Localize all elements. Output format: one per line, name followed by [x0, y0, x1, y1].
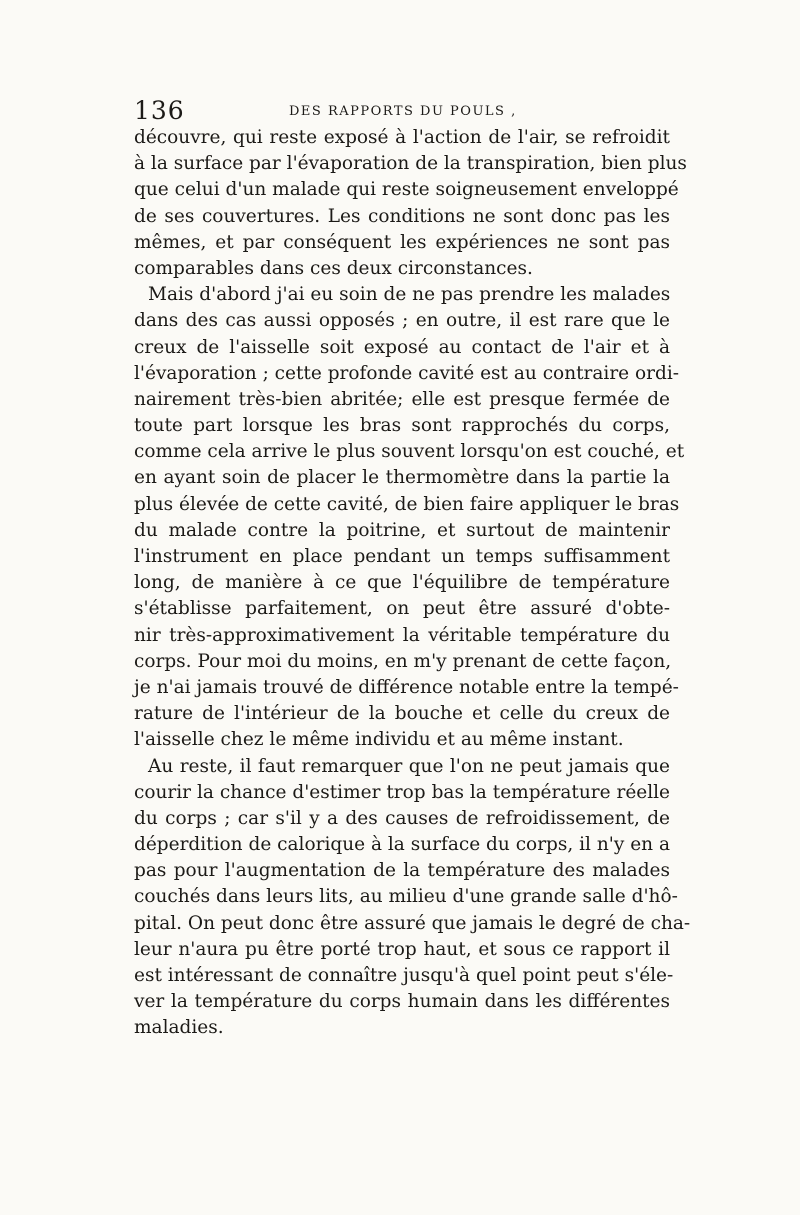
text-line: ver la température du corps humain dans les différentes [134, 991, 670, 1013]
text-line: plus élevée de cette cavité, de bien faire appliquer le bras [134, 493, 680, 515]
page-header [134, 96, 670, 126]
text-line: de ses couvertures. Les conditions ne sont donc pas les [134, 205, 670, 227]
text-line: Au reste, il faut remarquer que l'on ne peut jamais que [148, 755, 670, 777]
text-line: long, de manière à ce que l'équilibre de température [134, 572, 670, 594]
text-line: à la surface par l'évaporation de la transpiration, bien plus [134, 153, 687, 175]
text-line: l'instrument en place pendant un temps suffisamment [134, 546, 670, 567]
text-line: comparables dans ces deux circonstances. [134, 257, 533, 279]
text-line: nairement très-bien abritée; elle est presque fermée de [134, 388, 670, 410]
text-line: maladies. [134, 1017, 224, 1039]
text-line: déperdition de calorique à la surface du corps, il n'y en a [134, 834, 670, 856]
text-line: dans des cas aussi opposés ; en outre, il est rare que le [134, 310, 670, 332]
text-line: couchés dans leurs lits, au milieu d'une grande salle d'hô- [134, 886, 678, 908]
text-line: nir très-approximativement la véritable température du [134, 624, 670, 646]
text-line: comme cela arrive le plus souvent lorsqu'on est couché, et [134, 441, 685, 463]
text-line: l'évaporation ; cette profonde cavité est au contraire ordi- [134, 362, 679, 384]
text-line: mêmes, et par conséquent les expériences ne sont pas [134, 231, 670, 253]
text-line: du corps ; car s'il y a des causes de refroidissement, de [134, 807, 670, 829]
text-line: en ayant soin de placer le thermomètre dans la partie la [134, 467, 670, 489]
page-number: 136 [134, 96, 185, 125]
text-line: je n'ai jamais trouvé de différence notable entre la tempé- [134, 676, 679, 698]
text-line: l'aisselle chez le même individu et au même instant. [134, 729, 624, 751]
text-line: est intéressant de connaître jusqu'à quel point peut s'éle- [134, 965, 674, 986]
body-text [134, 125, 691, 1042]
text-line: du malade contre la poitrine, et surtout de maintenir [134, 519, 670, 541]
running-head: DES RAPPORTS DU POULS , [289, 104, 517, 119]
text-line: rature de l'intérieur de la bouche et celle du creux de [134, 703, 670, 725]
text-line: courir la chance d'estimer trop bas la température réelle [134, 781, 670, 803]
text-line: Mais d'abord j'ai eu soin de ne pas prendre les malades [148, 284, 671, 306]
text-line: pital. On peut donc être assuré que jamais le degré de cha- [134, 912, 691, 934]
text-line: creux de l'aisselle soit exposé au contact de l'air et à [134, 336, 670, 358]
text-line: découvre, qui reste exposé à l'action de l'air, se refroidit [134, 127, 670, 148]
text-line: leur n'aura pu être porté trop haut, et sous ce rapport il [134, 938, 670, 960]
text-line: toute part lorsque les bras sont rapprochés du corps, [134, 415, 670, 437]
text-line: s'établisse parfaitement, on peut être assuré d'obte- [134, 598, 670, 620]
text-line: que celui d'un malade qui reste soigneusement enveloppé [134, 179, 679, 201]
text-line: pas pour l'augmentation de la température des malades [134, 860, 670, 882]
text-line: corps. Pour moi du moins, en m'y prenant de cette façon, [134, 650, 672, 672]
